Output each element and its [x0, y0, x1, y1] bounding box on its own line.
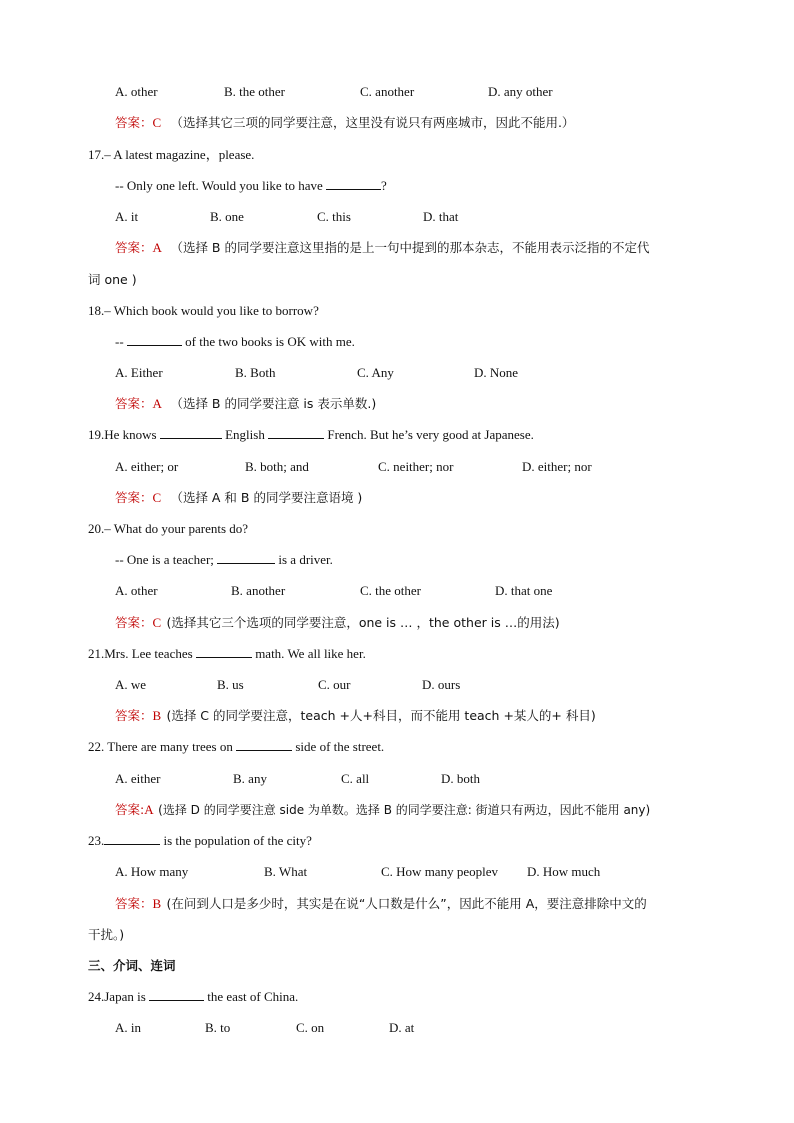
option-c: C. another	[360, 84, 415, 99]
answer-blank	[127, 333, 182, 346]
option-b: B. Both	[235, 365, 276, 380]
option-d: D. that	[423, 209, 459, 224]
question-23-stem	[88, 832, 312, 850]
reply-text-before: -- One is a teacher;	[115, 552, 214, 567]
option-a: A. other	[115, 84, 158, 99]
stem-text-after: the east of China.	[207, 989, 299, 1004]
option-c: C. How many peoplev	[381, 864, 498, 879]
answer-blank-2	[268, 426, 324, 439]
question-21-stem	[88, 645, 366, 663]
question-20-reply	[115, 551, 333, 569]
answer-letter: A	[144, 802, 153, 817]
stem-text-after: math. We all like her.	[255, 646, 366, 661]
answer-label: 答案：	[115, 490, 153, 505]
answer-letter: A	[152, 396, 162, 411]
option-c: C. all	[341, 771, 370, 786]
option-b: B. any	[233, 771, 267, 786]
answer-note: （选择 B 的同学要注意这里指的是上一句中提到的那本杂志，不能用表示泛指的不定代	[170, 240, 650, 255]
question-24-stem	[88, 988, 298, 1006]
answer-note-continued: 词 one )	[88, 272, 137, 287]
answer-label: 答案:	[115, 802, 145, 817]
stem-part-2: English	[225, 427, 265, 442]
option-a: A. other	[115, 583, 158, 598]
stem-text-before: 21.Mrs. Lee teaches	[88, 646, 193, 661]
option-c: C. neither; nor	[378, 459, 454, 474]
question-16-answer	[115, 114, 574, 132]
option-b: B. another	[231, 583, 286, 598]
reply-text-before: -- Only one left. Would you like to have	[115, 178, 323, 193]
option-d: D. at	[389, 1020, 415, 1035]
stem-text-after: is the population of the city?	[163, 833, 312, 848]
option-c: C. this	[317, 209, 351, 224]
reply-text-after: of the two books is OK with me.	[185, 334, 355, 349]
answer-blank-1	[160, 426, 222, 439]
answer-blank	[326, 177, 381, 190]
option-c: C. the other	[360, 583, 422, 598]
question-22-answer	[115, 801, 650, 819]
answer-note: (选择其它三个选项的同学要注意，one is … ，the other is …的用法)	[166, 615, 560, 630]
option-a: A. How many	[115, 864, 189, 879]
question-20-answer	[115, 614, 560, 632]
answer-label: 答案：	[115, 115, 153, 130]
option-d: D. that one	[495, 583, 553, 598]
answer-letter: B	[152, 896, 162, 911]
question-22-stem	[88, 738, 384, 756]
option-b: B. to	[205, 1020, 231, 1035]
reply-text-before: --	[115, 334, 124, 349]
stem-text-before: 23.	[88, 833, 105, 848]
answer-label: 答案：	[115, 896, 153, 911]
option-a: A. it	[115, 209, 139, 224]
answer-blank	[236, 738, 292, 751]
option-c: C. Any	[357, 365, 394, 380]
question-21-answer	[115, 707, 596, 725]
answer-label: 答案：	[115, 708, 153, 723]
answer-note: （选择其它三项的同学要注意，这里没有说只有两座城市，因此不能用.）	[170, 115, 575, 130]
option-b: B. What	[264, 864, 308, 879]
option-d: D. ours	[422, 677, 461, 692]
option-b: B. both; and	[245, 459, 309, 474]
option-d: D. either; nor	[522, 459, 592, 474]
option-a: A. either; or	[115, 459, 179, 474]
answer-blank	[104, 832, 160, 845]
answer-label: 答案：	[115, 240, 153, 255]
option-b: B. one	[210, 209, 244, 224]
answer-note: （选择 B 的同学要注意 is 表示单数.)	[170, 396, 377, 411]
option-b: B. us	[217, 677, 244, 692]
answer-note: (选择 C 的同学要注意，teach +人+科目，而不能用 teach +某人的+ 科目)	[166, 708, 596, 723]
stem-text-before: 24.Japan is	[88, 989, 146, 1004]
reply-text-after: ?	[381, 178, 387, 193]
question-18-reply	[115, 333, 355, 351]
option-c: C. on	[296, 1020, 325, 1035]
option-a: A. either	[115, 771, 161, 786]
question-17-stem: 17.– A latest magazine，please.	[88, 147, 255, 162]
answer-letter: B	[152, 708, 162, 723]
question-18-answer	[115, 395, 376, 413]
answer-blank	[196, 645, 252, 658]
option-a: A. we	[115, 677, 147, 692]
answer-note: （选择 A 和 B 的同学要注意语境 )	[170, 490, 363, 505]
option-c: C. our	[318, 677, 351, 692]
question-17-reply	[115, 177, 387, 195]
option-a: A. in	[115, 1020, 141, 1035]
question-19-answer	[115, 489, 362, 507]
section-heading: 三、介词、连词	[88, 958, 176, 973]
answer-letter: A	[152, 240, 162, 255]
reply-text-after: is a driver.	[278, 552, 333, 567]
question-19-stem	[88, 426, 534, 444]
stem-part-1: 19.He knows	[88, 427, 157, 442]
option-d: D. both	[441, 771, 480, 786]
question-23-answer	[115, 895, 647, 913]
option-d: D. None	[474, 365, 519, 380]
option-b: B. the other	[224, 84, 286, 99]
answer-blank	[149, 988, 204, 1001]
stem-part-3: French. But he’s very good at Japanese.	[327, 427, 534, 442]
answer-label: 答案：	[115, 396, 153, 411]
answer-note-continued: 干扰。)	[88, 927, 125, 942]
stem-text-before: 22. There are many trees on	[88, 739, 233, 754]
option-d: D. How much	[527, 864, 601, 879]
answer-blank	[217, 551, 275, 564]
option-a: A. Either	[115, 365, 163, 380]
answer-letter: C	[152, 615, 162, 630]
stem-text-after: side of the street.	[295, 739, 385, 754]
question-18-stem: 18.– Which book would you like to borrow?	[88, 303, 319, 318]
question-20-stem: 20.– What do your parents do?	[88, 521, 249, 536]
answer-label: 答案：	[115, 615, 153, 630]
answer-note: (选择 D 的同学要注意 side 为单数。选择 B 的同学要注意: 街道只有两边，因此不能用 any)	[158, 803, 651, 817]
option-d: D. any other	[488, 84, 553, 99]
answer-letter: C	[152, 490, 162, 505]
answer-letter: C	[152, 115, 162, 130]
answer-note: (在问到人口是多少时，其实是在说“人口数是什么”，因此不能用 A，要注意排除中文的	[166, 896, 647, 911]
question-17-answer	[115, 239, 649, 257]
